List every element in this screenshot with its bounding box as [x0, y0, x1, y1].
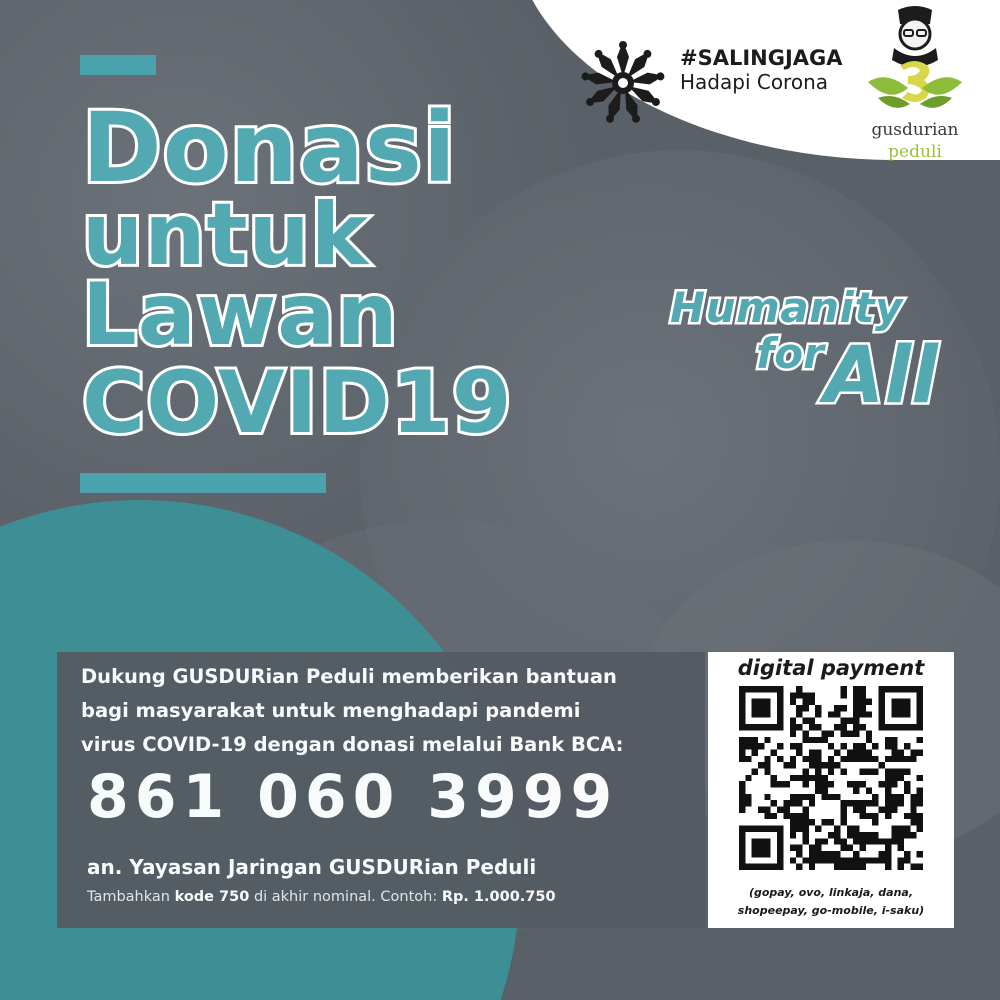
tagline-word-for: for	[756, 329, 824, 378]
community-emblem-icon	[580, 40, 666, 126]
gusdurian-peduli-logo	[860, 4, 970, 160]
headline-line-4: COVID19	[82, 353, 513, 453]
account-holder-name: an. Yayasan Jaringan GUSDURian Peduli	[87, 855, 537, 879]
code-note-code: kode 750	[174, 889, 250, 905]
donation-text-line-2: bagi masyarakat untuk menghadapi pandemi	[81, 699, 581, 722]
digital-payment-panel	[708, 652, 954, 928]
campaign-hashtag: #SALINGJAGA	[680, 46, 843, 70]
tagline-word-all: All	[824, 331, 938, 412]
campaign-subtitle: Hadapi Corona	[680, 70, 829, 94]
donation-info-panel	[57, 652, 705, 928]
headline-line-1: Donasi	[82, 92, 457, 204]
gusdurian-figure-icon	[860, 4, 970, 116]
organization-name: gusdurian	[871, 120, 959, 140]
qr-code-icon[interactable]	[739, 686, 923, 870]
code-note-prefix: Tambahkan	[87, 889, 170, 905]
donation-text-line-1: Dukung GUSDURian Peduli memberikan bantuan	[81, 665, 617, 688]
headline-line-3: Lawan	[82, 265, 399, 365]
bank-account-number: 861 060 3999	[87, 762, 619, 832]
code-note-example: Rp. 1.000.750	[441, 889, 556, 905]
headline-bottom-rule	[80, 473, 326, 493]
organization-sub: peduli	[888, 142, 942, 162]
headline-line-2: untuk	[82, 185, 369, 285]
donation-code-note	[87, 889, 556, 905]
tagline-word-humanity: Humanity	[670, 283, 903, 332]
donation-text-line-3: virus COVID-19 dengan donasi melalui Bank BCA:	[81, 733, 624, 756]
code-note-middle: di akhir nominal. Contoh:	[253, 889, 438, 905]
payment-methods-caption-line-2: shopeepay, go-mobile, i-saku)	[737, 904, 925, 917]
payment-methods-caption-line-1: (gopay, ovo, linkaja, dana,	[748, 886, 914, 899]
digital-payment-title: digital payment	[737, 656, 925, 680]
salingjaga-campaign-logo	[580, 40, 860, 120]
headline-top-rule	[80, 55, 156, 75]
humanity-for-all-title	[664, 272, 984, 412]
